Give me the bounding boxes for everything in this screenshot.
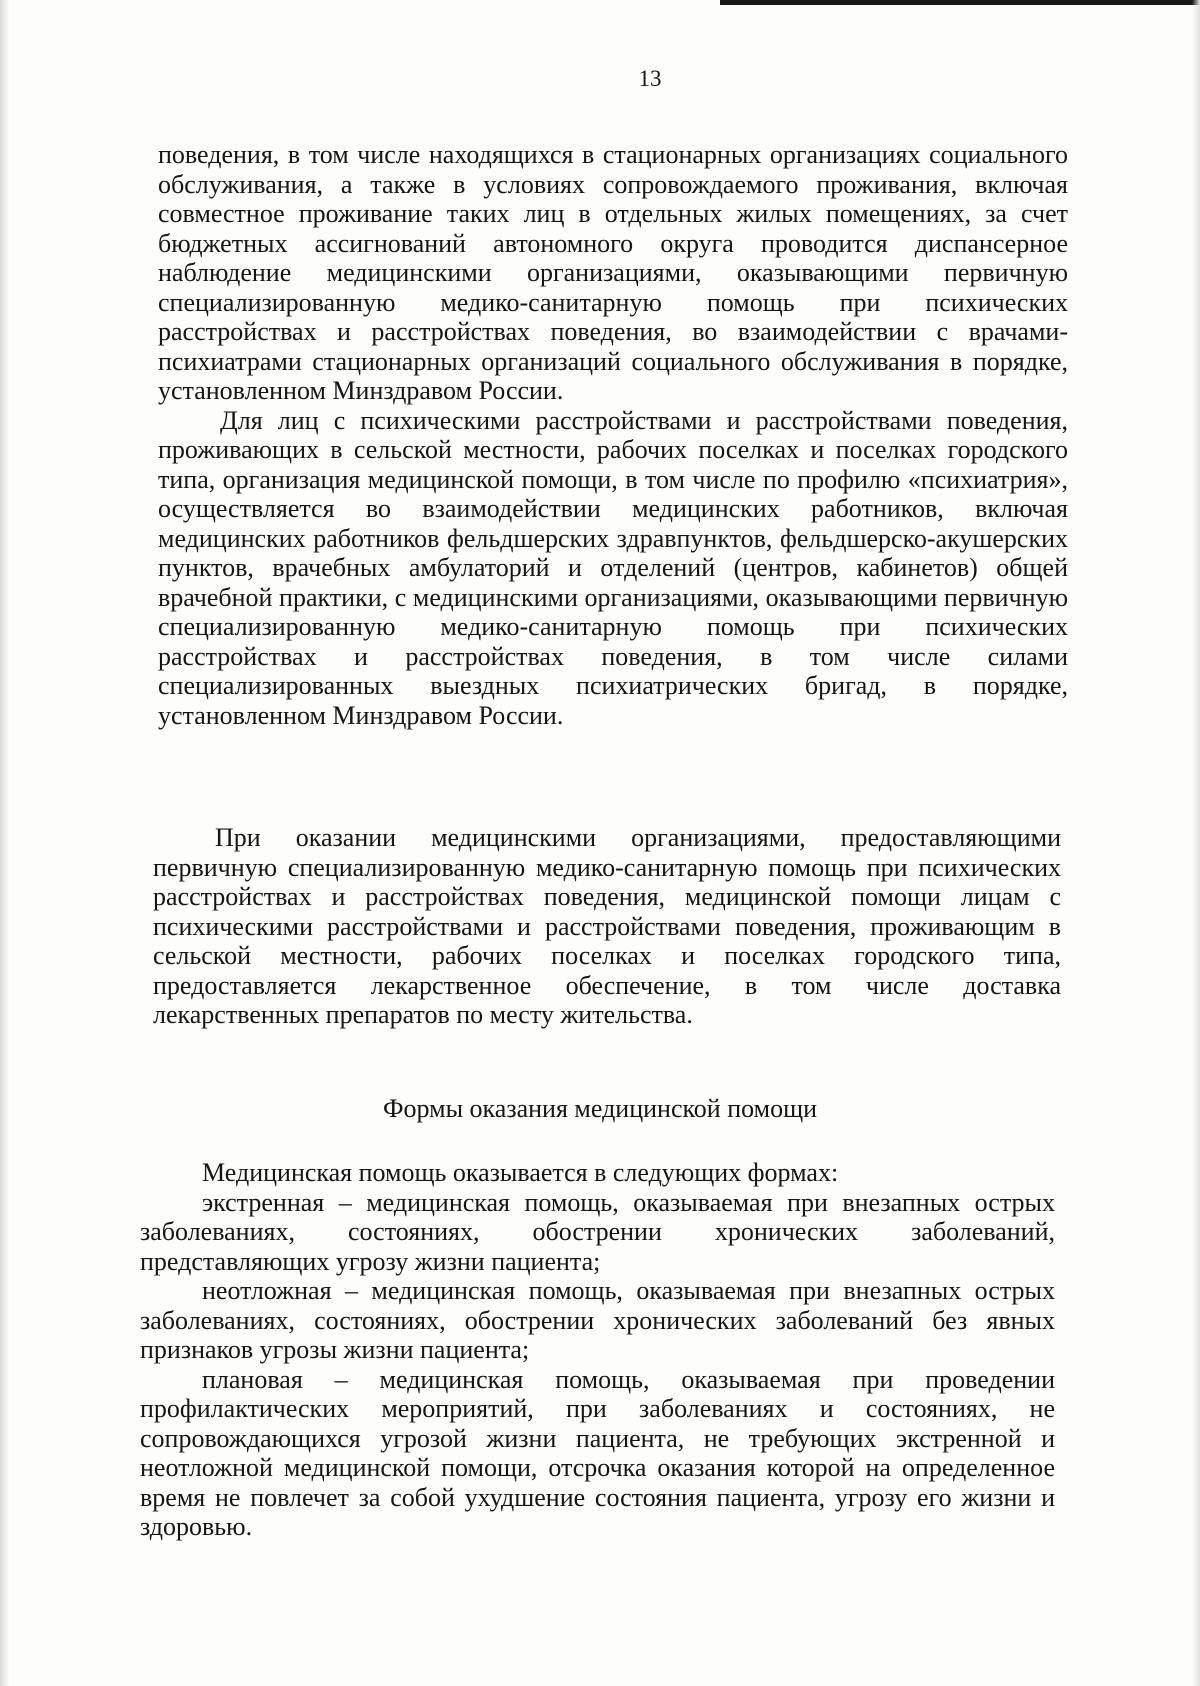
paragraph-form-planned: плановая – медицинская помощь, оказываемая при проведении профилактических мероприятий, при заболеваниях и состояниях, не сопровождающихся угрозой жизни пациента, не требующих экстренной и неотложной медицинской помощи, отсрочка оказания которой на определенное время не повлечет за собой ухудшение состояния пациента, угрозу его жизни и здоровью. bbox=[140, 1364, 1055, 1541]
paragraph-form-emergency: экстренная – медицинская помощь, оказываемая при внезапных острых заболеваниях, состояниях, обострении хронических заболеваний, представляющих угрозу жизни пациента; bbox=[140, 1187, 1055, 1276]
paragraph-forms-intro: Медицинская помощь оказывается в следующих формах: bbox=[202, 1158, 839, 1187]
text-block-dispensary bbox=[158, 140, 1068, 730]
page-number: 13 bbox=[638, 66, 662, 91]
text-block-drug-provision bbox=[153, 823, 1061, 1030]
paragraph-rural-organization: Для лиц с психическими расстройствами и расстройствами поведения, проживающих в сельской местности, рабочих поселках и поселках городского типа, организация медицинской помощи, в том числе по профилю «психиатрия», осуществляется во взаимодействии медицинских работников, включая медицинских работников фельдшерских здравпунктов, фельдшерско-акушерских пунктов, врачебных амбулаторий и отделений (центров, кабинетов) общей врачебной практики, с медицинскими организациями, оказывающими первичную специализированную медико-санитарную помощь при психических расстройствах и расстройствах поведения, в том числе силами специализированных выездных психиатрических бригад, в порядке, установленном Минздравом России. bbox=[158, 405, 1068, 730]
text-block-forms bbox=[140, 1158, 1055, 1542]
left-scan-edge bbox=[0, 0, 10, 1686]
right-scan-edge bbox=[1192, 0, 1200, 1686]
section-heading: Формы оказания медицинской помощи bbox=[382, 1094, 818, 1123]
paragraph-form-urgent: неотложная – медицинская помощь, оказываемая при внезапных острых заболеваниях, состояниях, обострении хронических заболеваний без явных признаков угрозы жизни пациента; bbox=[140, 1276, 1055, 1364]
paragraph-drug-provision: При оказании медицинскими организациями, предоставляющими первичную специализированную медико-санитарную помощь при психических расстройствах и расстройствах поведения, медицинской помощи лицам с психическими расстройствами и расстройствами поведения, проживающим в сельской местности, рабочих поселках и поселках городского типа, предоставляется лекарственное обеспечение, в том числе доставка лекарственных препаратов по месту жительства. bbox=[153, 823, 1061, 1029]
paragraph-dispensary-observation: поведения, в том числе находящихся в стационарных организациях социального обслуживания, а также в условиях сопровождаемого проживания, включая совместное проживание таких лиц в отдельных жилых помещениях, за счет бюджетных ассигнований автономного округа проводится диспансерное наблюдение медицинскими организациями, оказывающими первичную специализированную медико-санитарную помощь при психических расстройствах и расстройствах поведения, во взаимодействии с врачами-психиатрами стационарных организаций социального обслуживания в порядке, установленном Минздравом России. bbox=[158, 140, 1068, 405]
top-scan-rule bbox=[720, 0, 1200, 5]
